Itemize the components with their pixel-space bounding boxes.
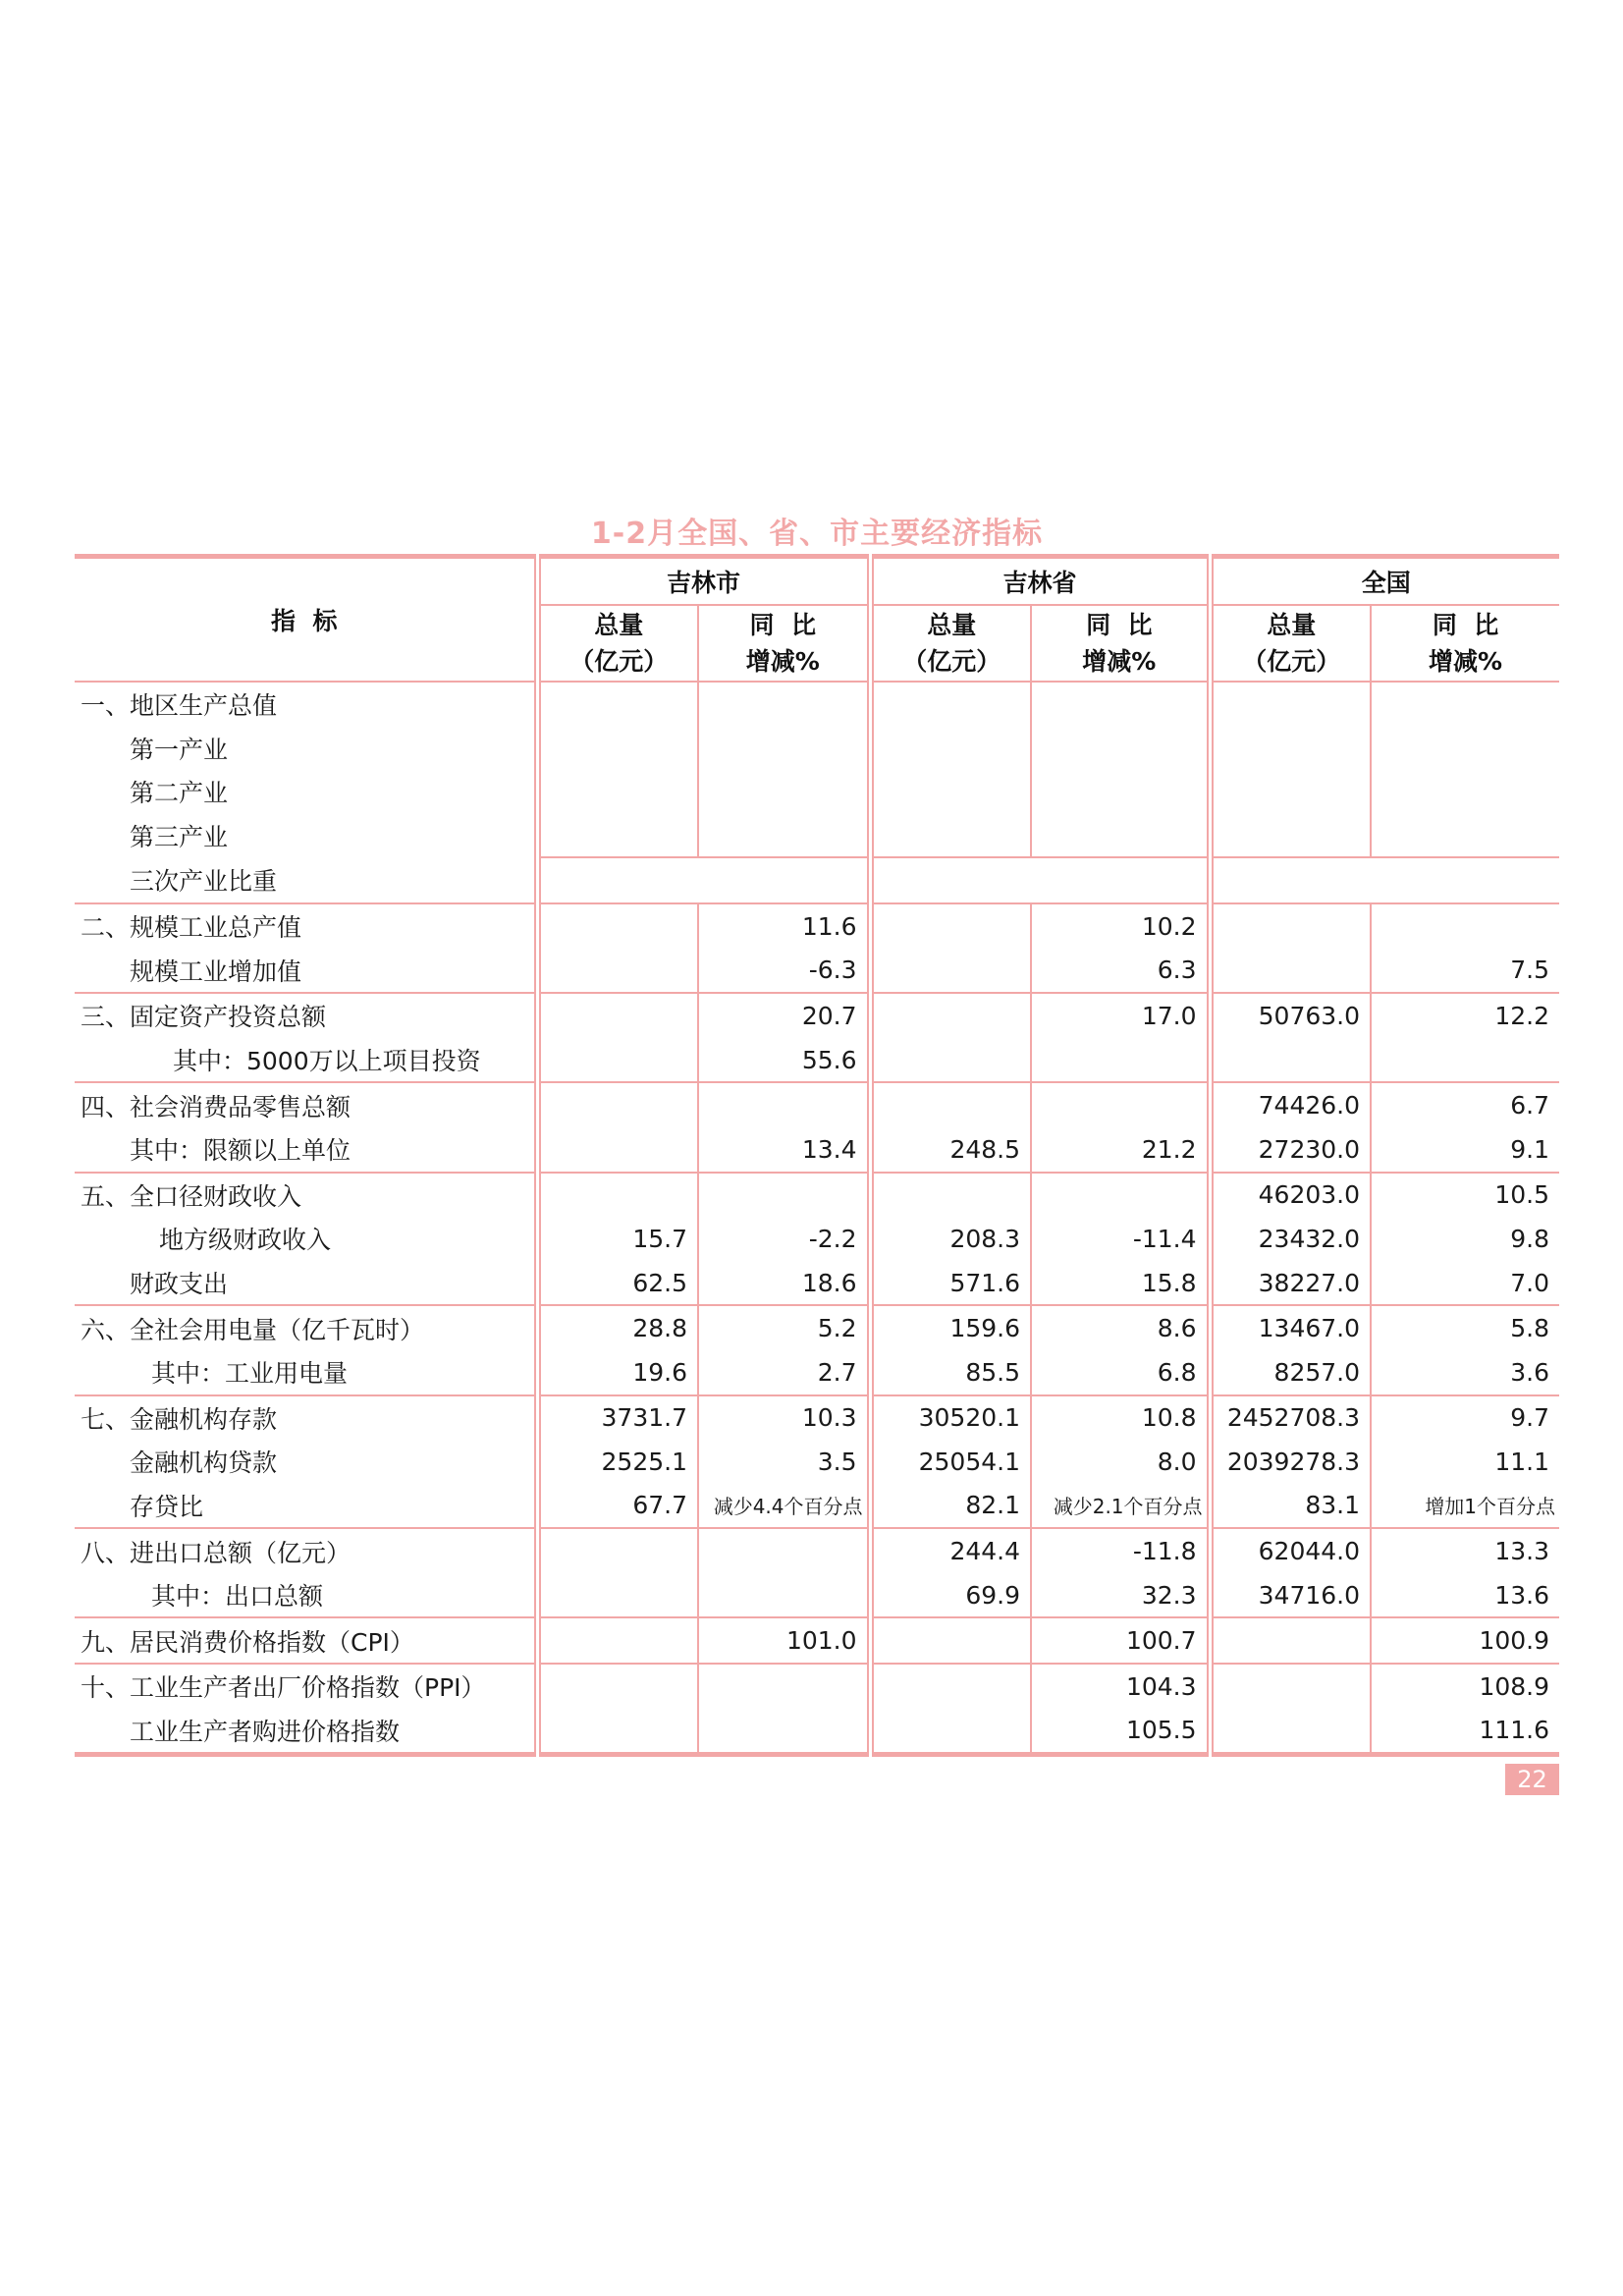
cell-total: 46203.0 — [1210, 1173, 1371, 1218]
header-yoy: 同 比 增减% — [1031, 605, 1210, 682]
row-label: 其中：工业用电量 — [75, 1350, 537, 1395]
cell-yoy — [1031, 1038, 1210, 1083]
cell-total: 2525.1 — [537, 1440, 698, 1484]
cell-yoy — [698, 1573, 870, 1618]
cell-yoy: 10.8 — [1031, 1395, 1210, 1441]
cell-yoy: -2.2 — [698, 1217, 870, 1261]
cell-total — [537, 1038, 698, 1083]
cell-total: 83.1 — [1210, 1484, 1371, 1529]
row-label: 七、金融机构存款 — [81, 1404, 278, 1434]
cell-total: 30520.1 — [870, 1395, 1031, 1441]
row-label: 其中：限额以上单位 — [75, 1127, 537, 1173]
row-label: 其中：5000万以上项目投资 — [75, 1038, 537, 1083]
cell-yoy: 100.9 — [1371, 1617, 1559, 1664]
table-row — [75, 1709, 1559, 1755]
table-row — [75, 1038, 1559, 1083]
cell-yoy: 9.7 — [1371, 1395, 1559, 1441]
cell-yoy: -11.8 — [1031, 1528, 1210, 1573]
cell-yoy: 12.2 — [1371, 993, 1559, 1038]
table-row — [75, 1617, 1559, 1664]
cell-yoy: 减少2.1个百分点 — [1031, 1484, 1210, 1529]
cell-total — [870, 993, 1031, 1038]
cell-total — [1210, 1664, 1371, 1709]
cell-yoy: 32.3 — [1031, 1573, 1210, 1618]
cell-total — [537, 1573, 698, 1618]
economic-indicators-table — [75, 554, 1559, 1757]
cell-total — [537, 1127, 698, 1173]
cell-yoy — [698, 1664, 870, 1709]
cell-yoy: 3.6 — [1371, 1350, 1559, 1395]
cell-total — [537, 993, 698, 1038]
cell-total — [537, 903, 698, 949]
header-region-national: 全国 — [1210, 557, 1559, 606]
header-yoy: 同 比 增减% — [698, 605, 870, 682]
row-label: 金融机构贷款 — [130, 1449, 278, 1478]
row-label: 五、全口径财政收入 — [81, 1181, 302, 1211]
cell-yoy: -6.3 — [698, 949, 870, 994]
cell-total: 38227.0 — [1210, 1261, 1371, 1306]
cell-total — [870, 903, 1031, 949]
merged-blank-cell — [1031, 682, 1210, 857]
row-label: 第一产业 — [130, 735, 229, 764]
cell-yoy: 增加1个百分点 — [1371, 1484, 1559, 1529]
cell-total — [1210, 1038, 1371, 1083]
table-row — [75, 949, 1559, 994]
cell-total: 244.4 — [870, 1528, 1031, 1573]
cell-total: 27230.0 — [1210, 1127, 1371, 1173]
merged-blank-cell — [1210, 682, 1371, 857]
cell-total: 248.5 — [870, 1127, 1031, 1173]
cell-total — [1210, 1709, 1371, 1755]
row-label: 其中：出口总额 — [75, 1573, 537, 1618]
cell-yoy: 9.1 — [1371, 1127, 1559, 1173]
cell-yoy: 10.5 — [1371, 1173, 1559, 1218]
cell-total — [870, 1664, 1031, 1709]
cell-total — [537, 1664, 698, 1709]
header-total: 总量 （亿元） — [537, 605, 698, 682]
cell-yoy: 8.6 — [1031, 1305, 1210, 1350]
cell-total: 74426.0 — [1210, 1082, 1371, 1127]
cell-total — [870, 1082, 1031, 1127]
cell-yoy: 3.5 — [698, 1440, 870, 1484]
cell-total — [1210, 903, 1371, 949]
cell-total: 8257.0 — [1210, 1350, 1371, 1395]
table-row — [75, 1350, 1559, 1395]
cell-yoy: 5.8 — [1371, 1305, 1559, 1350]
header-yoy: 同 比 增减% — [1371, 605, 1559, 682]
row-label: 二、规模工业总产值 — [81, 913, 302, 943]
cell-total: 159.6 — [870, 1305, 1031, 1350]
merged-blank-cell — [537, 682, 698, 857]
table-row — [75, 1664, 1559, 1709]
cell-total — [870, 1038, 1031, 1083]
cell-yoy: 13.3 — [1371, 1528, 1559, 1573]
cell-yoy: 10.2 — [1031, 903, 1210, 949]
cell-total: 85.5 — [870, 1350, 1031, 1395]
table-row — [75, 1261, 1559, 1306]
row-label: 十、工业生产者出厂价格指数（PPI） — [81, 1673, 486, 1703]
cell-yoy — [1371, 1038, 1559, 1083]
row-label: 地方级财政收入 — [159, 1226, 332, 1255]
cell-yoy — [698, 1173, 870, 1218]
cell-yoy — [1371, 903, 1559, 949]
row-label: 规模工业增加值 — [75, 949, 537, 994]
cell-yoy — [698, 1528, 870, 1573]
table-row — [75, 1440, 1559, 1484]
cell-yoy: 6.3 — [1031, 949, 1210, 994]
merged-blank-cell — [537, 857, 870, 903]
cell-total: 28.8 — [537, 1305, 698, 1350]
row-label: 工业生产者购进价格指数 — [75, 1709, 537, 1755]
cell-total: 25054.1 — [870, 1440, 1031, 1484]
cell-total: 571.6 — [870, 1261, 1031, 1306]
table-row — [75, 682, 1559, 727]
cell-yoy: 7.0 — [1371, 1261, 1559, 1306]
cell-total: 34716.0 — [1210, 1573, 1371, 1618]
cell-yoy: 2.7 — [698, 1350, 870, 1395]
cell-total — [870, 1617, 1031, 1664]
header-indicator: 指 标 — [75, 557, 537, 683]
cell-total: 67.7 — [537, 1484, 698, 1529]
cell-total — [1210, 1617, 1371, 1664]
table-row — [75, 1217, 1559, 1261]
table-row — [75, 857, 1559, 903]
merged-blank-cell — [870, 682, 1031, 857]
cell-total: 19.6 — [537, 1350, 698, 1395]
cell-total — [537, 1617, 698, 1664]
header-row-regions — [75, 557, 1559, 606]
cell-yoy — [1031, 1082, 1210, 1127]
cell-yoy — [698, 1082, 870, 1127]
cell-yoy: 111.6 — [1371, 1709, 1559, 1755]
cell-total: 15.7 — [537, 1217, 698, 1261]
header-region-jilin-province: 吉林省 — [870, 557, 1210, 606]
cell-total — [537, 1528, 698, 1573]
cell-yoy: 105.5 — [1031, 1709, 1210, 1755]
cell-total: 82.1 — [870, 1484, 1031, 1529]
cell-yoy: 15.8 — [1031, 1261, 1210, 1306]
table-row — [75, 1395, 1559, 1441]
cell-yoy: 101.0 — [698, 1617, 870, 1664]
header-total: 总量 （亿元） — [870, 605, 1031, 682]
cell-yoy: 100.7 — [1031, 1617, 1210, 1664]
table-row — [75, 1127, 1559, 1173]
cell-total: 62044.0 — [1210, 1528, 1371, 1573]
cell-total — [537, 1082, 698, 1127]
cell-yoy: 10.3 — [698, 1395, 870, 1441]
cell-yoy: 17.0 — [1031, 993, 1210, 1038]
cell-total: 3731.7 — [537, 1395, 698, 1441]
cell-total: 13467.0 — [1210, 1305, 1371, 1350]
cell-yoy: 减少4.4个百分点 — [698, 1484, 870, 1529]
cell-yoy: 7.5 — [1371, 949, 1559, 994]
cell-total: 69.9 — [870, 1573, 1031, 1618]
cell-yoy — [1031, 1173, 1210, 1218]
cell-yoy: 6.8 — [1031, 1350, 1210, 1395]
cell-yoy — [698, 1709, 870, 1755]
cell-yoy: 13.6 — [1371, 1573, 1559, 1618]
cell-yoy: 5.2 — [698, 1305, 870, 1350]
merged-blank-cell — [1210, 857, 1559, 903]
cell-yoy: -11.4 — [1031, 1217, 1210, 1261]
cell-total — [537, 1173, 698, 1218]
table-row — [75, 993, 1559, 1038]
cell-yoy: 8.0 — [1031, 1440, 1210, 1484]
cell-total — [870, 1173, 1031, 1218]
row-label: 六、全社会用电量（亿千瓦时） — [81, 1315, 425, 1344]
row-label: 存贷比 — [75, 1484, 537, 1529]
merged-blank-cell — [1371, 682, 1559, 857]
header-total: 总量 （亿元） — [1210, 605, 1371, 682]
cell-total: 23432.0 — [1210, 1217, 1371, 1261]
cell-total: 2039278.3 — [1210, 1440, 1371, 1484]
cell-total: 2452708.3 — [1210, 1395, 1371, 1441]
merged-blank-cell — [870, 857, 1210, 903]
merged-blank-cell — [698, 682, 870, 857]
cell-total — [537, 949, 698, 994]
cell-total — [537, 1709, 698, 1755]
row-label: 一、地区生产总值 — [81, 691, 278, 721]
cell-yoy: 11.6 — [698, 903, 870, 949]
table-row — [75, 1528, 1559, 1573]
cell-total: 62.5 — [537, 1261, 698, 1306]
cell-yoy: 21.2 — [1031, 1127, 1210, 1173]
row-label: 第三产业 — [130, 823, 229, 852]
table-row — [75, 903, 1559, 949]
table-row — [75, 1305, 1559, 1350]
header-region-jilin-city: 吉林市 — [537, 557, 870, 606]
row-label: 九、居民消费价格指数（CPI） — [75, 1617, 537, 1664]
cell-yoy: 20.7 — [698, 993, 870, 1038]
page-title: 1-2月全国、省、市主要经济指标 — [590, 517, 1044, 551]
row-label: 第二产业 — [130, 779, 229, 808]
cell-total: 50763.0 — [1210, 993, 1371, 1038]
table-row — [75, 1573, 1559, 1618]
row-label: 三、固定资产投资总额 — [81, 1003, 327, 1032]
cell-total — [870, 949, 1031, 994]
cell-yoy: 104.3 — [1031, 1664, 1210, 1709]
cell-total — [1210, 949, 1371, 994]
cell-yoy: 13.4 — [698, 1127, 870, 1173]
cell-yoy: 108.9 — [1371, 1664, 1559, 1709]
table-row — [75, 1484, 1559, 1529]
row-label: 财政支出 — [75, 1261, 537, 1306]
cell-yoy: 11.1 — [1371, 1440, 1559, 1484]
page-number: 22 — [1505, 1764, 1559, 1795]
cell-yoy: 6.7 — [1371, 1082, 1559, 1127]
cell-yoy: 9.8 — [1371, 1217, 1559, 1261]
cell-yoy: 18.6 — [698, 1261, 870, 1306]
row-label: 三次产业比重 — [75, 857, 537, 903]
cell-total: 208.3 — [870, 1217, 1031, 1261]
row-label: 八、进出口总额（亿元） — [81, 1538, 352, 1567]
cell-total — [870, 1709, 1031, 1755]
row-label: 四、社会消费品零售总额 — [81, 1092, 352, 1121]
table-row — [75, 1173, 1559, 1218]
table-row — [75, 1082, 1559, 1127]
cell-yoy: 55.6 — [698, 1038, 870, 1083]
table-body — [75, 682, 1559, 1755]
